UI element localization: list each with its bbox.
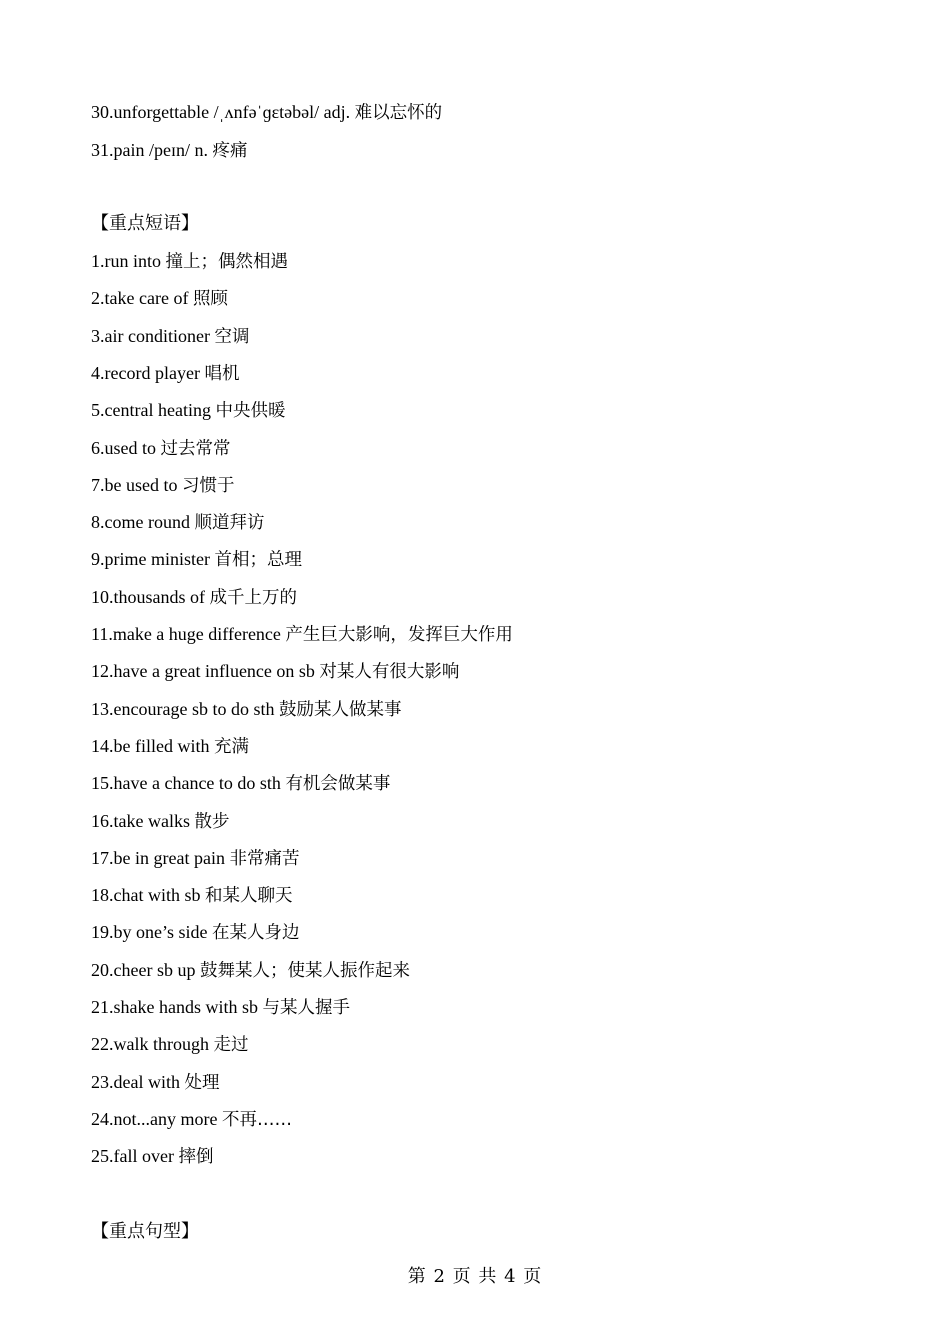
phrase-term: 24.not...any more [91,1109,218,1129]
phrase-item [91,473,234,498]
phrase-item [91,958,410,983]
phrase-meaning: 鼓舞某人；使某人振作起来 [199,961,410,981]
phrase-term: 6.used to [91,438,156,458]
phrase-item [91,659,459,684]
phrase-meaning: 成千上万的 [209,588,297,608]
phrase-term: 5.central heating [91,400,211,420]
phrase-meaning: 在某人身边 [212,923,300,943]
phrase-item [91,697,401,722]
phrase-meaning: 过去常常 [160,439,231,459]
vocab-term: 30.unforgettable /ˌʌnfəˈɡɛtəbəl/ adj. [91,102,351,122]
phrase-item [91,809,229,834]
phrase-term: 17.be in great pain [91,848,225,868]
phrase-meaning: 照顾 [192,289,228,309]
phrase-meaning: 中央供暖 [215,401,286,421]
sentences-heading: 【重点句型】 [91,1221,199,1242]
phrase-item [91,920,300,945]
phrase-item [91,995,350,1020]
phrase-term: 13.encourage sb to do sth [91,699,275,719]
phrase-meaning: 空调 [214,327,250,347]
phrase-item [91,436,231,461]
phrase-item [91,1144,213,1169]
phrase-meaning: 鼓励某人做某事 [278,700,402,720]
phrase-term: 8.come round [91,512,190,532]
phrase-term: 23.deal with [91,1072,180,1092]
page-footer: 第 2 页 共 4 页 [407,1266,543,1287]
phrase-meaning: 散步 [194,812,230,832]
phrase-meaning: 对某人有很大影响 [319,662,460,682]
phrase-meaning: 与某人握手 [262,998,350,1018]
phrase-meaning: 有机会做某事 [285,774,391,794]
phrase-term: 11.make a huge difference [91,624,281,644]
phrase-term: 12.have a great influence on sb [91,661,315,681]
phrase-term: 21.shake hands with sb [91,997,258,1017]
phrase-term: 19.by one’s side [91,922,208,942]
vocab-meaning: 难以忘怀的 [354,103,443,123]
phrase-term: 7.be used to [91,475,178,495]
phrase-item [91,324,249,349]
phrase-meaning: 走过 [213,1035,249,1055]
phrase-item [91,622,513,647]
vocab-item-31 [91,138,247,163]
phrase-term: 3.air conditioner [91,326,210,346]
phrase-item [91,510,264,535]
phrase-meaning: 摔倒 [178,1147,214,1167]
phrases-heading: 【重点短语】 [91,213,199,234]
phrase-term: 14.be filled with [91,736,210,756]
phrase-term: 2.take care of [91,288,189,308]
phrase-item [91,771,390,796]
phrase-item [91,1032,248,1057]
phrase-item [91,1107,292,1132]
phrase-meaning: 撞上；偶然相遇 [165,252,288,272]
phrase-term: 22.walk through [91,1034,209,1054]
phrase-meaning: 不再…… [221,1110,292,1130]
phrase-item [91,547,302,572]
phrase-meaning: 首相；总理 [214,550,302,570]
phrase-item [91,585,297,610]
phrase-item [91,846,299,871]
phrase-item [91,286,228,311]
phrase-term: 10.thousands of [91,587,205,607]
phrase-meaning: 唱机 [204,364,240,384]
phrase-term: 1.run into [91,251,161,271]
phrase-term: 25.fall over [91,1146,174,1166]
phrase-item [91,734,249,759]
phrase-term: 16.take walks [91,811,190,831]
phrase-item [91,361,239,386]
phrase-term: 15.have a chance to do sth [91,773,281,793]
phrase-item [91,398,285,423]
vocab-item-30 [91,100,442,125]
phrase-item [91,249,288,274]
phrase-item [91,1070,219,1095]
phrase-meaning: 产生巨大影响，发挥巨大作用 [285,625,513,645]
phrase-term: 4.record player [91,363,200,383]
phrase-term: 20.cheer sb up [91,960,196,980]
phrase-meaning: 处理 [184,1073,220,1093]
vocab-meaning: 疼痛 [212,141,248,161]
phrase-term: 9.prime minister [91,549,210,569]
phrase-item [91,883,293,908]
phrase-meaning: 顺道拜访 [194,513,265,533]
phrase-meaning: 习惯于 [181,476,235,496]
phrase-meaning: 充满 [213,737,249,757]
phrase-meaning: 和某人聊天 [205,886,293,906]
phrase-term: 18.chat with sb [91,885,201,905]
phrase-meaning: 非常痛苦 [229,849,300,869]
vocab-term: 31.pain /peɪn/ n. [91,140,208,160]
